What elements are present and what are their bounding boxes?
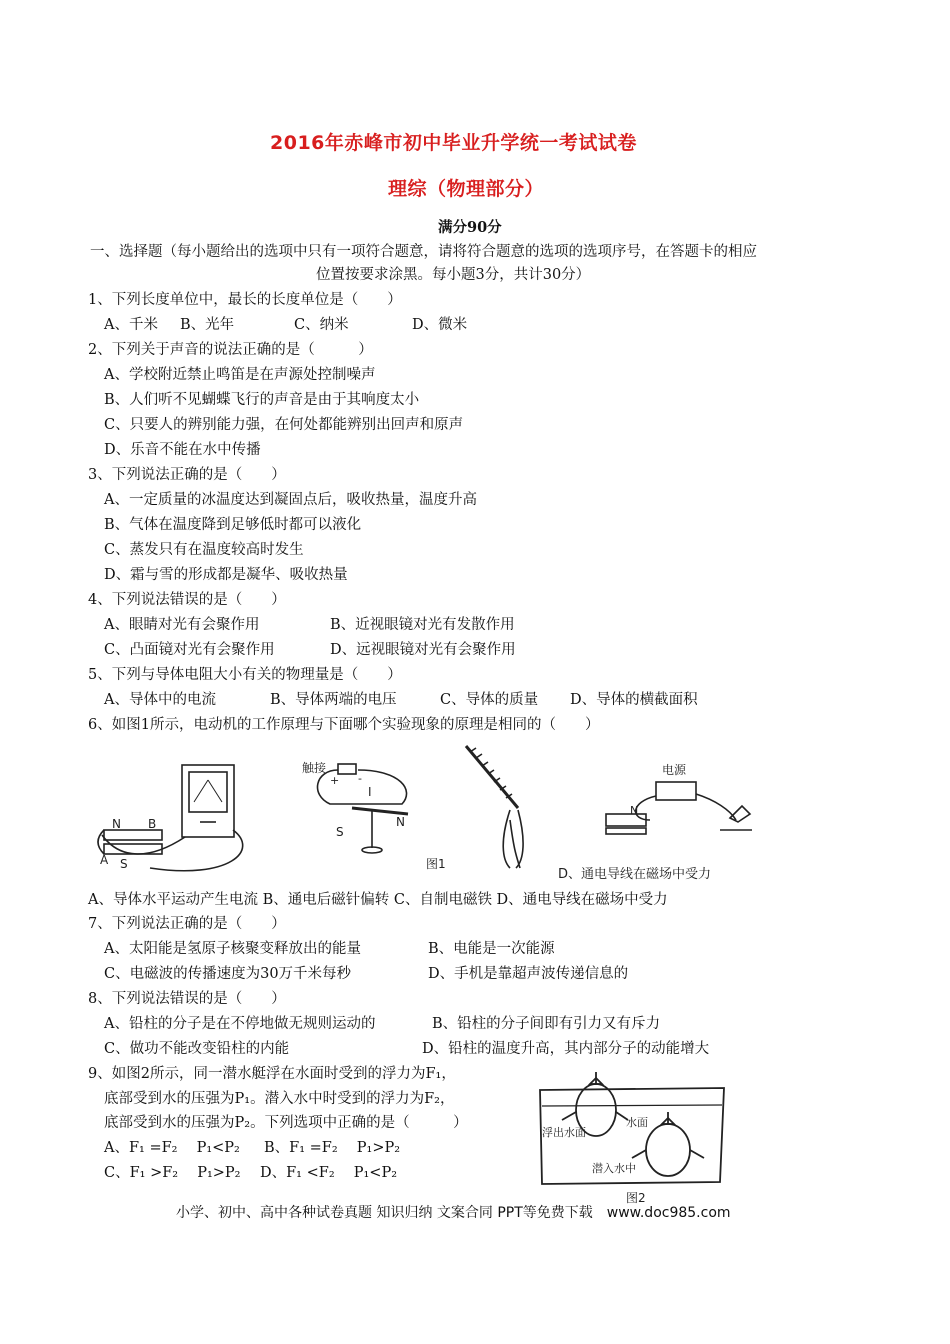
label-b: B — [148, 817, 157, 831]
q5-option-b: B、导体两端的电压 — [270, 692, 397, 708]
figure-1-cut-caption: D、通电导线在磁场中受力 — [558, 867, 712, 880]
q9-option-b: B、F₁ =F₂ P₁>P₂ — [264, 1140, 401, 1156]
page-subtitle: 理综（物理部分） — [388, 178, 545, 200]
q4-option-a: A、眼睛对光有会聚作用 — [104, 617, 260, 633]
q9-line1: 9、如图2所示，同一潜水艇浮在水面时受到的浮力为F₁， — [88, 1066, 456, 1082]
q3-option-d: D、霜与雪的形成都是凝华、吸收热量 — [104, 567, 348, 583]
q6-stem: 6、如图1所示，电动机的工作原理与下面哪个实验现象的原理是相同的（ ） — [88, 717, 600, 733]
q9-line2: 底部受到水的压强为P₁。潜入水中时受到的浮力为F₂， — [104, 1091, 455, 1107]
label-dive: 潜入水中 — [592, 1162, 636, 1175]
footer-text: 小学、初中、高中各种试卷真题 知识归纳 文案合同 PPT等免费下载 www.doc985.com — [176, 1205, 731, 1221]
figure-1 — [90, 740, 780, 880]
q3-option-b: B、气体在温度降到足够低时都可以液化 — [104, 517, 362, 533]
q2-option-d: D、乐音不能在水中传播 — [104, 442, 261, 458]
section-heading: 一、选择题（每小题给出的选项中只有一项符合题意，请将符合题意的选项的选项序号，在答题卡的相应 — [90, 244, 757, 260]
q8-option-c: C、做功不能改变铅柱的内能 — [104, 1041, 290, 1057]
q4-option-b: B、近视眼镜对光有发散作用 — [330, 617, 515, 633]
q5-option-c: C、导体的质量 — [440, 692, 539, 708]
q9-line3: 底部受到水的压强为P₂。下列选项中正确的是（ ） — [104, 1115, 468, 1131]
q1-option-b: B、光年 — [180, 317, 235, 333]
section-heading-line2: 位置按要求涂黑。每小题3分，共计30分） — [316, 267, 591, 283]
figure-2-label: 图2 — [626, 1191, 646, 1205]
label-float: 浮出水面 — [542, 1126, 586, 1139]
figure-2 — [534, 1060, 732, 1205]
q2-stem: 2、下列关于声音的说法正确的是（ ） — [88, 342, 373, 358]
q5-option-d: D、导体的横截面积 — [570, 692, 698, 708]
q7-stem: 7、下列说法正确的是（ ） — [88, 916, 286, 932]
q3-option-a: A、一定质量的冰温度达到凝固点后，吸收热量，温度升高 — [104, 492, 477, 508]
label-s2: S — [336, 825, 344, 839]
full-score: 满分90分 — [438, 219, 502, 236]
label-a: A — [100, 853, 109, 867]
page-title: 2016年赤峰市初中毕业升学统一考试试卷 — [270, 132, 637, 154]
q2-option-b: B、人们听不见蝴蝶飞行的声音是由于其响度太小 — [104, 392, 420, 408]
figure-1-label: 图1 — [426, 857, 446, 871]
power-conductor-figure — [606, 782, 752, 834]
q8-option-b: B、铅柱的分子间即有引力又有斥力 — [432, 1016, 661, 1032]
label-plus: + — [330, 774, 340, 787]
q6-options: A、导体水平运动产生电流 B、通电后磁针偏转 C、自制电磁铁 D、通电导线在磁场中受力 — [88, 892, 668, 908]
q3-stem: 3、下列说法正确的是（ ） — [88, 467, 286, 483]
q9-option-d: D、F₁ <F₂ P₁<P₂ — [260, 1165, 398, 1181]
label-n2: N — [396, 815, 405, 829]
q1-option-a: A、千米 — [104, 317, 158, 333]
q5-stem: 5、下列与导体电阻大小有关的物理量是（ ） — [88, 667, 402, 683]
q7-option-c: C、电磁波的传播速度为30万千米每秒 — [104, 966, 352, 982]
q2-option-a: A、学校附近禁止鸣笛是在声源处控制噪声 — [104, 367, 376, 383]
label-i: I — [368, 785, 372, 799]
label-n3: N — [630, 804, 639, 817]
electromagnet-figure — [466, 746, 523, 868]
q5-option-a: A、导体中的电流 — [104, 692, 216, 708]
q1-stem: 1、下列长度单位中，最长的长度单位是（ ） — [88, 292, 402, 308]
q4-stem: 4、下列说法错误的是（ ） — [88, 592, 286, 608]
label-touch: 触接 — [302, 761, 327, 775]
q9-option-c: C、F₁ >F₂ P₁>P₂ — [104, 1165, 241, 1181]
q1-option-d: D、微米 — [412, 317, 468, 333]
q7-option-a: A、太阳能是氢原子核聚变释放出的能量 — [104, 941, 361, 957]
label-minus: - — [358, 772, 362, 785]
q7-option-b: B、电能是一次能源 — [428, 941, 555, 957]
label-n: N — [112, 817, 121, 831]
q1-option-c: C、纳米 — [294, 317, 349, 333]
q7-option-d: D、手机是靠超声波传递信息的 — [428, 966, 629, 982]
label-surface: 水面 — [626, 1116, 648, 1129]
q2-option-c: C、只要人的辨别能力强，在何处都能辨别出回声和原声 — [104, 417, 464, 433]
q8-stem: 8、下列说法错误的是（ ） — [88, 991, 286, 1007]
q8-option-a: A、铅柱的分子是在不停地做无规则运动的 — [104, 1016, 376, 1032]
q9-option-a: A、F₁ =F₂ P₁<P₂ — [104, 1140, 240, 1156]
label-s: S — [120, 857, 128, 871]
q4-option-d: D、远视眼镜对光有会聚作用 — [330, 642, 516, 658]
label-power: 电源 — [662, 763, 687, 777]
q3-option-c: C、蒸发只有在温度较高时发生 — [104, 542, 304, 558]
q4-option-c: C、凸面镜对光有会聚作用 — [104, 642, 275, 658]
q8-option-d: D、铅柱的温度升高，其内部分子的动能增大 — [422, 1041, 710, 1057]
